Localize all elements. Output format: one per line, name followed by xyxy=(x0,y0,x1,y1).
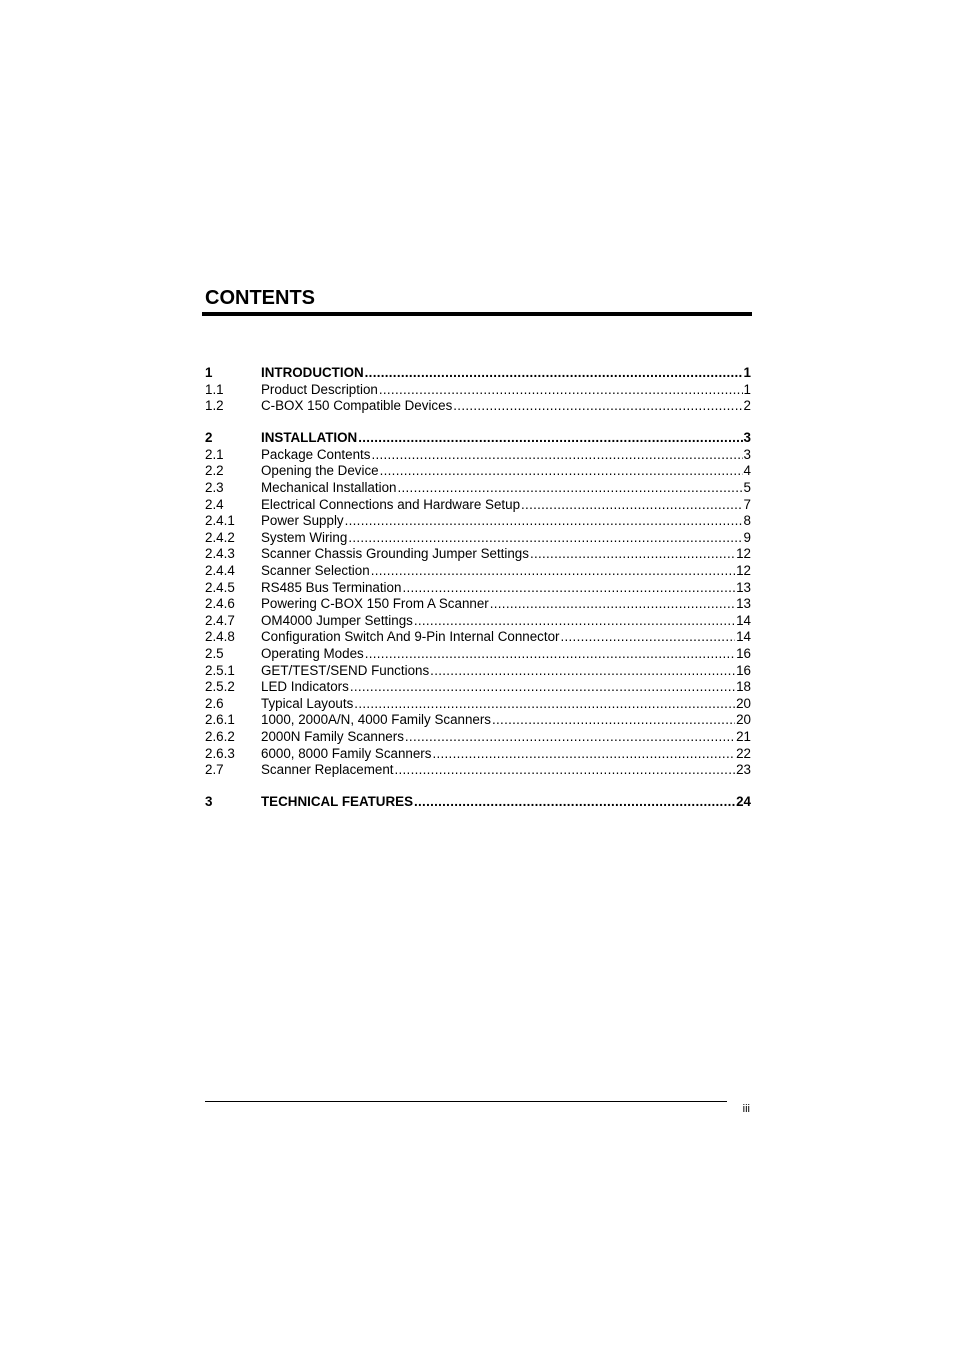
toc-dot-leader xyxy=(358,430,742,447)
toc-dot-leader xyxy=(405,729,735,746)
toc-entry-title: LED Indicators xyxy=(261,679,349,695)
toc-dot-leader xyxy=(354,696,735,713)
toc-entry-number: 2.1 xyxy=(205,446,224,462)
toc-entry-page: 16 xyxy=(736,662,751,678)
toc-entry-page: 14 xyxy=(736,629,751,645)
toc-entry-page: 18 xyxy=(736,679,751,695)
toc-dot-leader xyxy=(560,629,735,646)
toc-entry[interactable] xyxy=(205,746,751,763)
toc-entry[interactable] xyxy=(205,663,751,680)
toc-entry[interactable] xyxy=(205,762,751,779)
toc-entry[interactable] xyxy=(205,430,751,447)
toc-entry-title: 2000N Family Scanners xyxy=(261,728,404,744)
page-title: CONTENTS xyxy=(205,287,315,309)
toc-entry[interactable] xyxy=(205,497,751,514)
toc-entry-number: 2.6.2 xyxy=(205,728,235,744)
toc-dot-leader xyxy=(365,646,735,663)
toc-entry-number: 2.5 xyxy=(205,646,224,661)
toc-entry-title: Scanner Chassis Grounding Jumper Settings xyxy=(261,546,529,562)
toc-entry-title: GET/TEST/SEND Functions xyxy=(261,662,430,678)
toc-entry-title: 6000, 8000 Family Scanners xyxy=(261,745,432,761)
toc-entry-page: 4 xyxy=(743,463,751,479)
toc-entry-title: Scanner Selection xyxy=(261,563,370,579)
toc-entry-page: 16 xyxy=(736,646,751,661)
toc-entry[interactable] xyxy=(205,596,751,613)
toc-dot-leader xyxy=(492,712,735,729)
toc-entry-title: Scanner Replacement xyxy=(261,762,394,778)
toc-entry-number: 2.2 xyxy=(205,463,224,479)
toc-entry[interactable] xyxy=(205,365,751,382)
toc-dot-leader xyxy=(530,546,735,563)
toc-entry-number: 1.1 xyxy=(205,381,224,397)
toc-entry-page: 14 xyxy=(736,612,751,628)
toc-entry[interactable] xyxy=(205,712,751,729)
toc-entry[interactable] xyxy=(205,447,751,464)
toc-entry[interactable] xyxy=(205,794,751,811)
toc-entry-page: 13 xyxy=(736,579,751,595)
toc-entry-number: 2.4.8 xyxy=(205,629,235,645)
toc-entry[interactable] xyxy=(205,729,751,746)
toc-entry-page: 12 xyxy=(736,546,751,562)
toc-entry-page: 1 xyxy=(743,365,751,380)
toc-entry[interactable] xyxy=(205,398,751,415)
toc-entry-number: 2.4 xyxy=(205,496,224,512)
toc-entry-number: 2.7 xyxy=(205,762,224,778)
toc-entry[interactable] xyxy=(205,629,751,646)
toc-dot-leader xyxy=(371,447,742,464)
toc-entry-title: INSTALLATION xyxy=(261,430,358,446)
toc-entry-title: Configuration Switch And 9-Pin Internal Connector xyxy=(261,629,560,645)
toc-dot-leader xyxy=(430,663,735,680)
toc-entry-title: TECHNICAL FEATURES xyxy=(261,794,414,810)
toc-entry-title: OM4000 Jumper Settings xyxy=(261,612,413,628)
toc-entry-number: 2.4.2 xyxy=(205,529,235,545)
toc-dot-leader xyxy=(453,398,742,415)
toc-entry-title: RS485 Bus Termination xyxy=(261,579,402,595)
toc-entry[interactable] xyxy=(205,546,751,563)
toc-entry-page: 5 xyxy=(743,480,751,496)
toc-entry-page: 20 xyxy=(736,712,751,728)
toc-entry-number: 2.6.1 xyxy=(205,712,235,728)
toc-entry[interactable] xyxy=(205,679,751,696)
toc-entry[interactable] xyxy=(205,513,751,530)
toc-entry[interactable] xyxy=(205,580,751,597)
toc-dot-leader xyxy=(395,762,736,779)
toc-entry-title: 1000, 2000A/N, 4000 Family Scanners xyxy=(261,712,492,728)
toc-entry-title: Mechanical Installation xyxy=(261,480,397,496)
toc-entry-title: Power Supply xyxy=(261,513,344,529)
footer-divider xyxy=(205,1101,727,1102)
toc-entry-title: INTRODUCTION xyxy=(261,365,364,380)
toc-entry-page: 21 xyxy=(736,728,751,744)
toc-dot-leader xyxy=(348,530,742,547)
toc-entry-number: 1 xyxy=(205,365,213,380)
toc-dot-leader xyxy=(371,563,735,580)
toc-entry[interactable] xyxy=(205,563,751,580)
table-of-contents xyxy=(205,365,751,811)
toc-entry-page: 1 xyxy=(743,381,751,397)
toc-entry-page: 23 xyxy=(736,762,751,778)
toc-dot-leader xyxy=(432,746,735,763)
toc-entry-title: C-BOX 150 Compatible Devices xyxy=(261,398,453,414)
toc-entry-title: Package Contents xyxy=(261,446,371,462)
title-underline xyxy=(202,312,752,316)
toc-entry-number: 2.6.3 xyxy=(205,745,235,761)
toc-entry-number: 2.4.7 xyxy=(205,612,235,628)
toc-entry-title: Operating Modes xyxy=(261,646,364,661)
toc-dot-leader xyxy=(490,596,735,613)
toc-entry-title: System Wiring xyxy=(261,529,348,545)
toc-dot-leader xyxy=(521,497,743,514)
toc-entry-number: 2.4.1 xyxy=(205,513,235,529)
toc-entry-page: 7 xyxy=(743,496,751,512)
toc-entry-number: 3 xyxy=(205,794,213,810)
toc-dot-leader xyxy=(402,580,735,597)
toc-entry[interactable] xyxy=(205,696,751,713)
toc-dot-leader xyxy=(380,463,743,480)
toc-entry-title: Typical Layouts xyxy=(261,695,354,711)
toc-entry-title: Electrical Connections and Hardware Setup xyxy=(261,496,521,512)
toc-dot-leader xyxy=(414,794,735,811)
toc-entry[interactable] xyxy=(205,646,751,663)
toc-entry[interactable] xyxy=(205,530,751,547)
toc-entry-number: 2.4.3 xyxy=(205,546,235,562)
toc-entry-page: 2 xyxy=(743,398,751,414)
toc-dot-leader xyxy=(350,679,735,696)
toc-entry-page: 22 xyxy=(736,745,751,761)
toc-dot-leader xyxy=(345,513,743,530)
toc-entry-number: 2.3 xyxy=(205,480,224,496)
toc-entry-page: 24 xyxy=(736,794,751,810)
toc-entry-title: Opening the Device xyxy=(261,463,379,479)
toc-entry-title: Powering C-BOX 150 From A Scanner xyxy=(261,596,489,612)
toc-entry-number: 1.2 xyxy=(205,398,224,414)
toc-entry-page: 13 xyxy=(736,596,751,612)
toc-entry-number: 2.4.6 xyxy=(205,596,235,612)
toc-entry[interactable] xyxy=(205,382,751,399)
toc-entry-page: 8 xyxy=(743,513,751,529)
toc-dot-leader xyxy=(397,480,742,497)
toc-entry-number: 2.5.1 xyxy=(205,662,235,678)
toc-entry[interactable] xyxy=(205,463,751,480)
toc-entry-number: 2.6 xyxy=(205,695,224,711)
toc-dot-leader xyxy=(414,613,735,630)
toc-dot-leader xyxy=(379,382,743,399)
toc-entry-number: 2.5.2 xyxy=(205,679,235,695)
toc-entry-page: 3 xyxy=(743,430,751,446)
toc-entry-number: 2 xyxy=(205,430,213,446)
toc-entry-number: 2.4.5 xyxy=(205,579,235,595)
footer-page-number: iii xyxy=(742,1103,750,1115)
toc-entry-page: 20 xyxy=(736,695,751,711)
toc-entry[interactable] xyxy=(205,480,751,497)
toc-dot-leader xyxy=(365,365,743,382)
toc-entry[interactable] xyxy=(205,613,751,630)
toc-entry-page: 12 xyxy=(736,563,751,579)
toc-entry-page: 9 xyxy=(743,529,751,545)
toc-entry-number: 2.4.4 xyxy=(205,563,235,579)
toc-entry-page: 3 xyxy=(743,446,751,462)
toc-entry-title: Product Description xyxy=(261,381,378,397)
